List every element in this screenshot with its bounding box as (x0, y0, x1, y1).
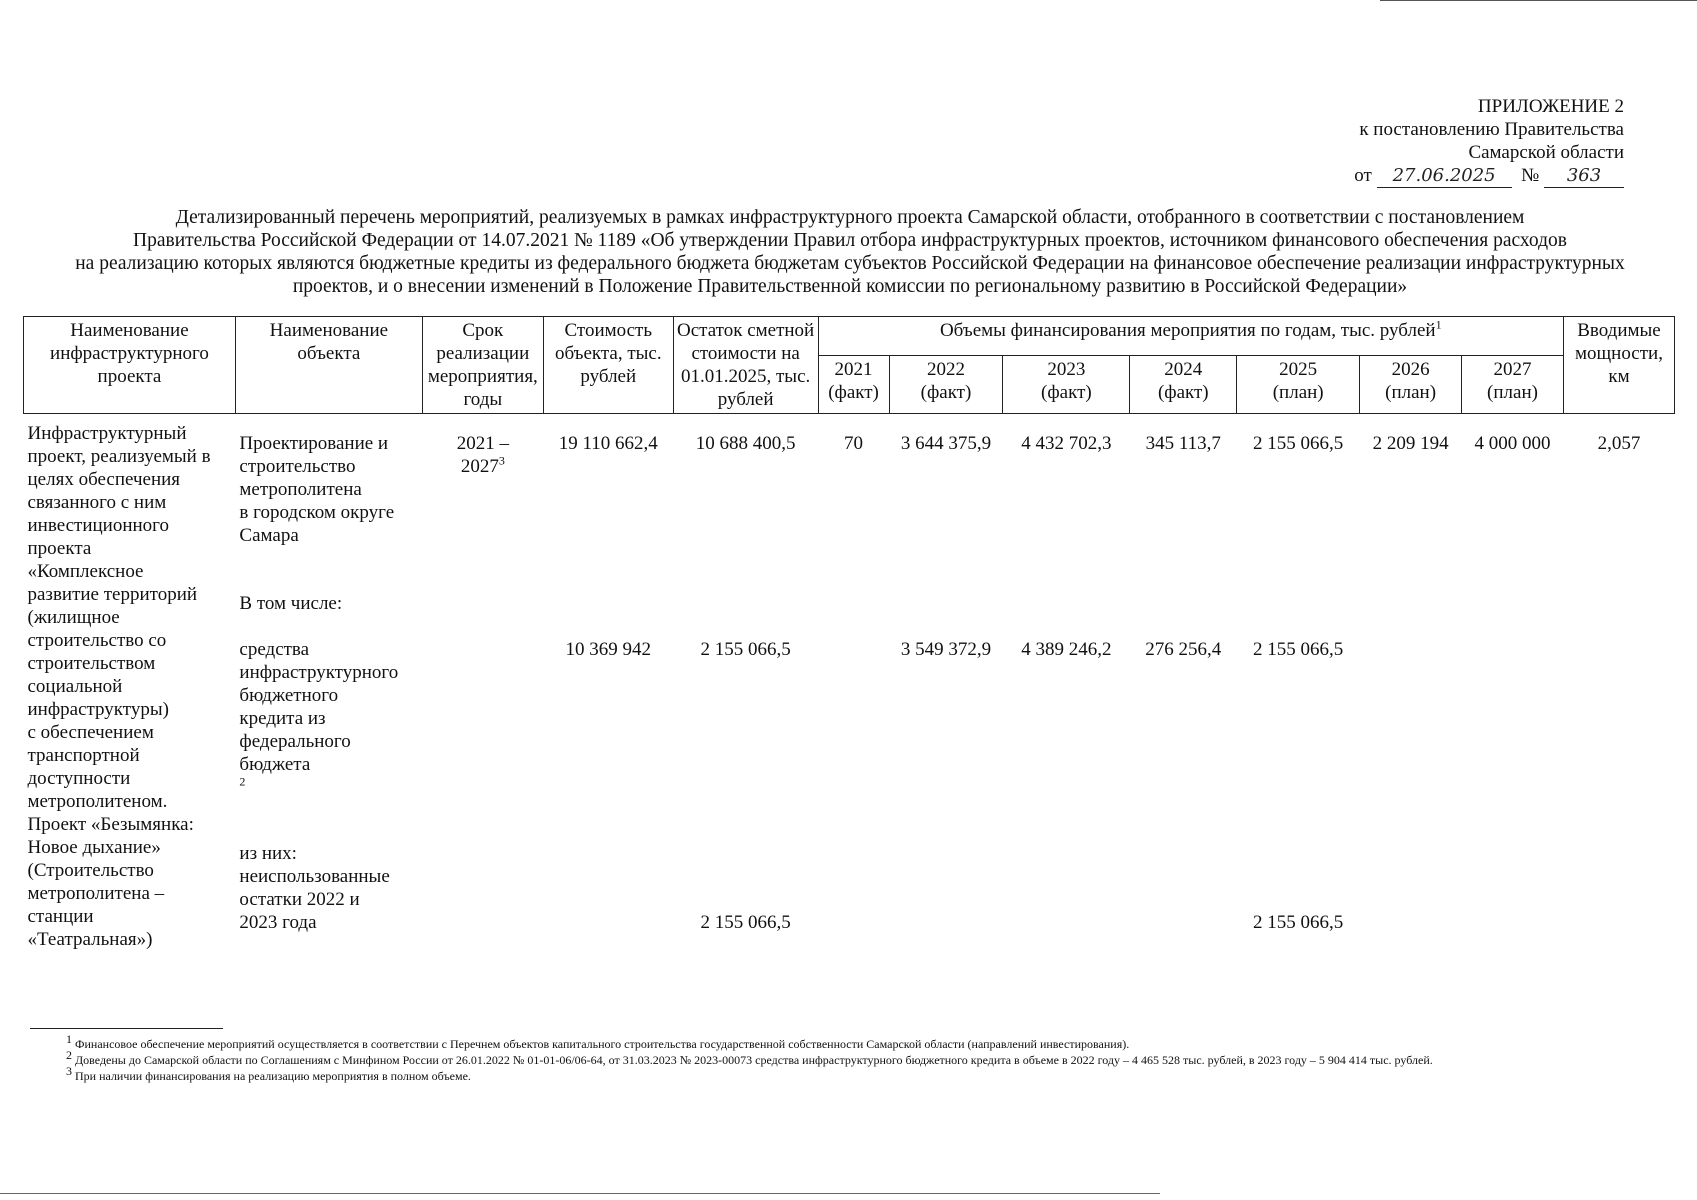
text-line: Проект «Безымянка: (27, 814, 194, 835)
text-line: (жилищное (27, 607, 120, 628)
text-line: строительство со (27, 630, 167, 651)
table-row (24, 828, 1675, 951)
text-line: проекта (27, 538, 92, 559)
year-label: 2026 (1391, 359, 1430, 380)
footnote-3 (66, 1064, 1626, 1084)
header-year-2022 (889, 356, 1003, 414)
year-label: 2024 (1164, 359, 1203, 380)
text-line: станции (27, 906, 94, 927)
text-line: остатки 2022 и (239, 888, 360, 910)
object-name-text (239, 842, 418, 934)
y2022-cell: 3 644 375,9 (900, 433, 992, 454)
year-kind: (план) (1385, 382, 1437, 403)
footnote-ref: 2 (239, 774, 246, 789)
table-row (24, 569, 1675, 622)
object-name-text (239, 638, 418, 799)
remaining-cell: 10 688 400,5 (695, 433, 796, 454)
footnote-mark: 3 (66, 1064, 72, 1078)
object-name-cell (235, 828, 422, 951)
project-name-text (28, 422, 232, 951)
y2027-cell: 4 000 000 (1474, 433, 1551, 454)
y2023-cell: 4 432 702,3 (1021, 433, 1112, 454)
title-line: Правительства Российской Федерации от 14.07.2021 № 1189 «Об утверждении Правил отбора инфраструктурных проектов, источником финансового обеспечения расходов (133, 230, 1567, 251)
text-line: проект, реализуемый в (27, 446, 211, 467)
text-line: транспортной (27, 745, 140, 766)
text-line: В том числе: (239, 592, 343, 614)
scan-edge-bottom (0, 1193, 1160, 1194)
appendix-title: ПРИЛОЖЕНИЕ 2 (1477, 96, 1624, 117)
text-line: Проектирование и (239, 433, 389, 454)
year-label: 2021 (834, 359, 873, 380)
header-year-2023 (1003, 356, 1130, 414)
handwritten-date: 27.06.2025 (1377, 164, 1512, 188)
capacity-cell: 2,057 (1597, 433, 1641, 454)
number-prefix: № (1521, 165, 1540, 186)
footnote-text: При наличии финансирования на реализацию мероприятия в полном объеме. (75, 1069, 471, 1083)
text-line: инвестиционного (27, 515, 169, 536)
text-line: «Комплексное (27, 561, 144, 582)
y2025-cell: 2 155 066,5 (1253, 433, 1344, 454)
remaining-cell: 2 155 066,5 (700, 639, 791, 661)
y2024-cell: 345 113,7 (1145, 433, 1221, 454)
footnote-separator (30, 1028, 223, 1029)
scan-edge-top (1380, 0, 1697, 1)
year-label: 2025 (1279, 359, 1318, 380)
text-line: инфраструктурного (239, 662, 399, 684)
header-capacity: Вводимые мощности, км (1563, 317, 1674, 414)
text-line: целях обеспечения (27, 469, 181, 490)
y2023-cell: 4 389 246,2 (1021, 639, 1112, 661)
measures-table (23, 316, 1675, 951)
year-kind: (факт) (828, 382, 879, 403)
object-name-cell (235, 569, 422, 622)
text-line: Новое дыхание» (27, 837, 161, 858)
year-label: 2027 (1493, 359, 1532, 380)
y2025-cell: 2 155 066,5 (1253, 911, 1344, 933)
text-last: бюджета (239, 754, 311, 776)
y2022-cell: 3 549 372,9 (900, 639, 992, 661)
header-remaining: Остаток сметной стоимости на 01.01.2025, тыс. рублей (673, 317, 818, 414)
year-label: 2023 (1047, 359, 1086, 380)
cost-cell: 19 110 662,4 (558, 433, 658, 454)
text-line: метрополитена (239, 479, 362, 500)
header-cost: Стоимость объекта, тыс. рублей (543, 317, 673, 414)
year-label: 2022 (926, 359, 965, 380)
header-financing-group (818, 317, 1563, 356)
title-line: Детализированный перечень мероприятий, реализуемых в рамках инфраструктурного проекта Самарской области, отобранного в соответствии с постановлением (175, 207, 1525, 228)
document-title (30, 206, 1670, 298)
appendix-date-line (1354, 164, 1624, 188)
text-line: Инфраструктурный (27, 423, 187, 444)
text-line: неиспользованные (239, 865, 390, 887)
text-line (239, 753, 418, 799)
remaining-cell: 2 155 066,5 (700, 911, 791, 933)
object-name-text (239, 592, 418, 615)
footnote-text: Финансовое обеспечение мероприятий осуществляется в соответствии с Перечнем объектов капитального строительства государственной собственности Самарской области (направлений инвестирования). (75, 1037, 1130, 1051)
text-line: в городском округе (239, 502, 395, 523)
year-kind: (факт) (1157, 382, 1209, 403)
text-line: федерального (239, 731, 351, 753)
text-line: инфраструктуры) (27, 699, 169, 720)
header-object-name: Наименование объекта (235, 317, 422, 414)
text-line: развитие территорий (27, 584, 198, 605)
object-name-text (239, 432, 418, 547)
header-year-2027 (1462, 356, 1564, 414)
header-row (24, 317, 1675, 356)
table-row (24, 414, 1675, 569)
title-line: проектов, и о внесении изменений в Положение Правительственной комиссии по региональному развитию в Российской Федерации» (292, 276, 1408, 297)
footnote-2 (66, 1048, 1626, 1068)
period-start: 2021 – (456, 433, 509, 454)
text-line: из них: (239, 842, 297, 864)
header-financing-label: Объемы финансирования мероприятия по годам, тыс. рублей (939, 320, 1436, 341)
text-line: доступности (27, 768, 131, 789)
footnote-ref: 3 (498, 453, 505, 468)
text-line: строительством (27, 653, 156, 674)
text-line: метрополитена – (27, 883, 165, 904)
y2025-cell: 2 155 066,5 (1253, 639, 1344, 661)
cost-cell: 10 369 942 (565, 639, 652, 661)
y2024-cell: 276 256,4 (1145, 639, 1222, 661)
text-line: (Строительство (27, 860, 154, 881)
text-line: связанного с ним (27, 492, 167, 513)
appendix-line2: к постановлению Правительства (1359, 119, 1624, 140)
text-line: строительство (239, 456, 356, 477)
header-year-2021 (818, 356, 889, 414)
handwritten-number: 363 (1544, 164, 1624, 188)
object-name-cell (235, 414, 422, 569)
footnote-mark: 1 (66, 1032, 72, 1046)
header-year-2024 (1130, 356, 1237, 414)
year-kind: (план) (1272, 382, 1324, 403)
text-line: «Театральная») (27, 929, 153, 950)
appendix-block (1354, 95, 1624, 188)
title-line: на реализацию которых являются бюджетные кредиты из федерального бюджета бюджетам субъектов Российской Федерации на финансовое обеспечение реализации инфраструктурных (75, 253, 1625, 274)
text-line: средства (239, 639, 310, 661)
text-line: 2023 года (239, 911, 317, 933)
header-project-name: Наименование инфраструктурного проекта (24, 317, 236, 414)
appendix-line3: Самарской области (1468, 142, 1624, 163)
text-line: кредита из (239, 708, 326, 730)
text-line: с обеспечением (27, 722, 154, 743)
year-kind: (факт) (920, 382, 972, 403)
year-kind: (план) (1487, 382, 1538, 403)
text-line: социальной (27, 676, 123, 697)
header-year-2026 (1360, 356, 1462, 414)
period-end-year: 2027 (460, 456, 499, 477)
header-year-2025 (1237, 356, 1360, 414)
footnote-1 (66, 1032, 1626, 1052)
text-line: бюджетного (239, 685, 339, 707)
year-kind: (факт) (1041, 382, 1092, 403)
y2026-cell: 2 209 194 (1372, 433, 1449, 454)
text-line: Самара (239, 525, 299, 546)
footnote-text: Доведены до Самарской области по Соглашениям с Минфином России от 26.01.2022 № 01-01-06/06-64, от 31.03.2023 № 2023-00073 средства инфраструктурного бюджетного кредита в объеме в 2022 году – 4 465 528 тыс. рублей, в 2023 году – 5 904 414 тыс. рублей. (75, 1053, 1433, 1067)
header-period: Срок реализации мероприятия, годы (422, 317, 543, 414)
date-prefix: от (1354, 165, 1372, 186)
object-name-cell (235, 622, 422, 828)
project-name-cell (24, 414, 236, 952)
period-end (426, 455, 539, 478)
y2021-cell: 70 (844, 433, 864, 454)
footnote-mark: 2 (66, 1048, 72, 1062)
footnotes (66, 1032, 1626, 1084)
footnote-ref: 1 (1435, 317, 1442, 332)
text-line: метрополитеном. (27, 791, 168, 812)
table-row (24, 622, 1675, 828)
period-cell (422, 414, 543, 569)
